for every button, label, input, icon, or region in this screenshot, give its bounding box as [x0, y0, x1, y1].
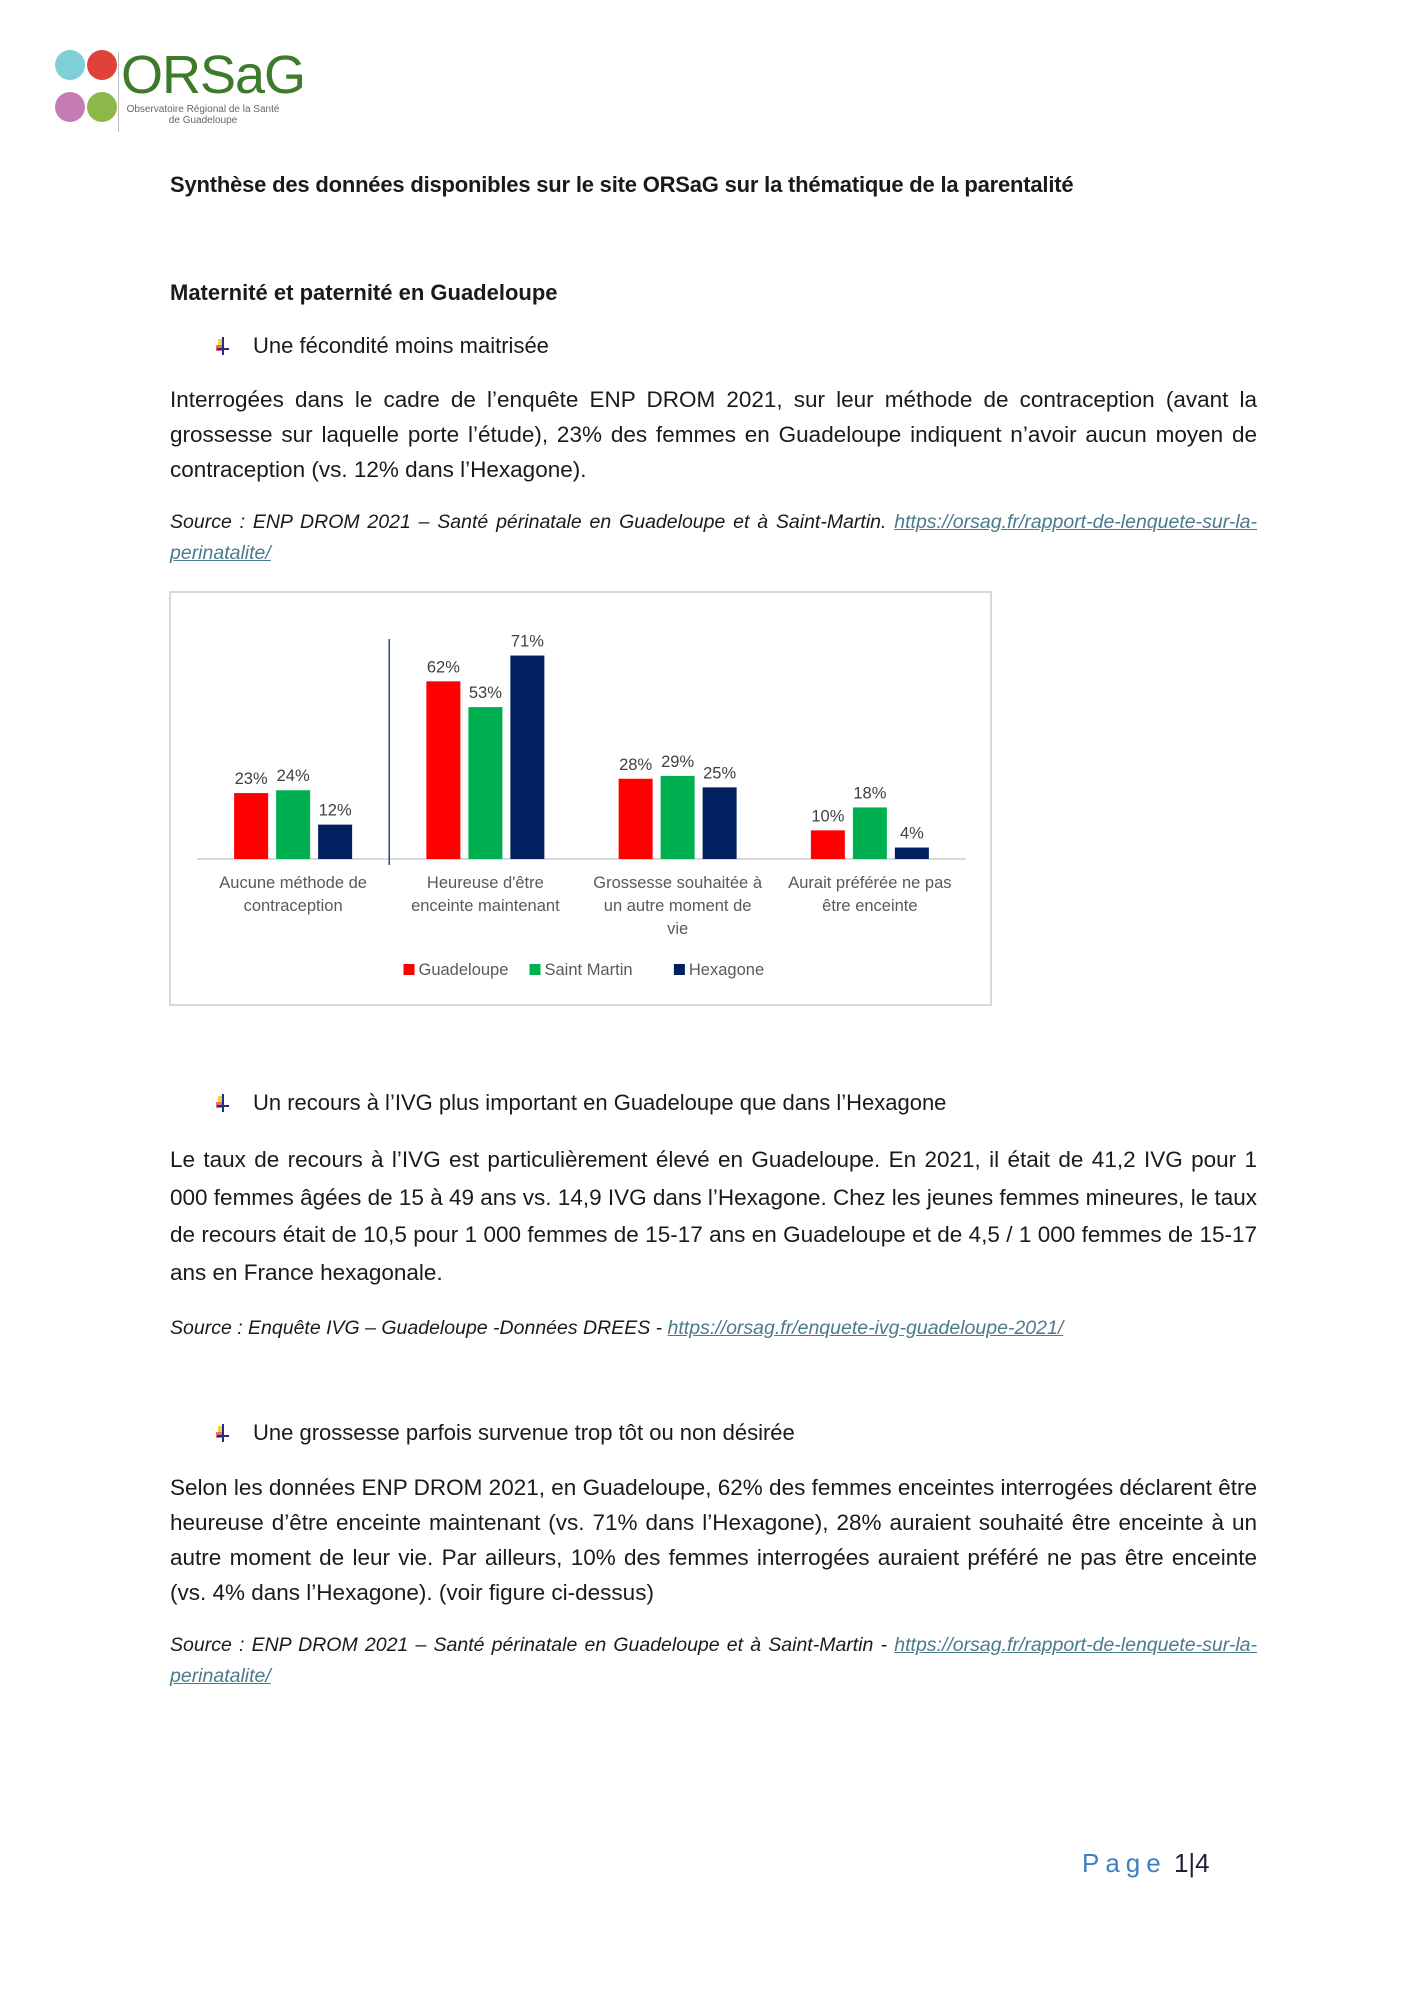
- page-value: 1|4: [1173, 1848, 1210, 1878]
- source-2-text: Source : Enquête IVG – Guadeloupe -Données DREES -: [170, 1317, 668, 1339]
- bar-guadeloupe: [811, 830, 845, 859]
- bullet-heading-1: [213, 333, 549, 359]
- magnifier-icon: [55, 50, 85, 80]
- paragraph-2: Le taux de recours à l’IVG est particulièrement élevé en Guadeloupe. En 2021, il était de 41,2 IVG pour 1 000 femmes âgées de 15 à 49 ans vs. 14,9 IVG dans l’Hexagone. Chez les jeunes femmes mineures, le taux de recours était de 10,5 pour 1 000 femmes de 15-17 ans en Guadeloupe et de 4,5 / 1 000 femmes de 15-17 ans en France hexagonale.: [170, 1147, 1257, 1285]
- heart-pulse-icon: [87, 50, 117, 80]
- bullet-heading-text: Une grossesse parfois survenue trop tôt ou non désirée: [253, 1420, 795, 1445]
- logo-subtitle-line2: de Guadeloupe: [168, 115, 238, 126]
- bar-guadeloupe: [426, 681, 460, 859]
- legend-label: Guadeloupe: [418, 961, 509, 979]
- data-label: 12%: [318, 801, 352, 820]
- arrow-bullet-icon: [213, 1422, 233, 1444]
- section-heading: Maternité et paternité en Guadeloupe: [170, 280, 558, 305]
- source-3-link[interactable]: https://orsag.fr/rapport-de-lenquete-sur-la-perinatalite/: [170, 1634, 1257, 1687]
- source-3: [170, 1630, 1257, 1692]
- source-3-text: Source : ENP DROM 2021 – Santé périnatale en Guadeloupe et à Saint-Martin -: [170, 1634, 895, 1656]
- category-label: Grossesse souhaitée à: [593, 874, 763, 892]
- category-label: un autre moment de: [603, 897, 752, 915]
- data-label: 29%: [661, 752, 695, 771]
- legend-swatch: [530, 964, 541, 975]
- legend-swatch: [674, 964, 685, 975]
- bar-saint-martin: [276, 790, 310, 859]
- source-1-link[interactable]: https://orsag.fr/rapport-de-lenquete-sur-la-perinatalite/: [170, 511, 1257, 564]
- category-label: Aucune méthode de: [219, 874, 367, 892]
- page-number: [1082, 1848, 1210, 1879]
- bar-chart-icon: [55, 92, 85, 122]
- bullet-heading-text: Un recours à l’IVG plus important en Guadeloupe que dans l’Hexagone: [253, 1090, 947, 1115]
- bar-hexagone: [510, 656, 544, 859]
- bar-hexagone: [318, 825, 352, 859]
- category-label: Heureuse d'être: [426, 874, 544, 892]
- logo-name: ORSaG: [121, 45, 306, 105]
- paragraph-1: Interrogées dans le cadre de l’enquête ENP DROM 2021, sur leur méthode de contraception (avant la grossesse sur laquelle porte l’étude), 23% des femmes en Guadeloupe indiquent n’avoir aucun moyen de contraception (vs. 12% dans l’Hexagone).: [170, 387, 1257, 482]
- data-label: 18%: [853, 784, 887, 803]
- logo-subtitle-line1: Observatoire Régional de la Santé: [126, 104, 280, 115]
- bar-saint-martin: [468, 707, 502, 859]
- category-label: contraception: [243, 897, 343, 915]
- bar-saint-martin: [661, 776, 695, 859]
- bar-hexagone: [895, 848, 929, 859]
- data-label: 53%: [468, 684, 502, 703]
- arrow-bullet-icon: [213, 335, 233, 357]
- data-label: 4%: [899, 824, 924, 843]
- source-1-text: Source : ENP DROM 2021 – Santé périnatale en Guadeloupe et à Saint-Martin.: [170, 511, 895, 533]
- paragraph-3: Selon les données ENP DROM 2021, en Guadeloupe, 62% des femmes enceintes interrogées déclarent être heureuse d’être enceinte maintenant (vs. 71% dans l’Hexagone), 28% auraient souhaité être enceinte à un autre moment de leur vie. Par ailleurs, 10% des femmes interrogées auraient préféré ne pas être enceinte (vs. 4% dans l’Hexagone). (voir figure ci-dessus): [170, 1475, 1257, 1605]
- logo-subtitle: [123, 104, 283, 126]
- category-label: être enceinte: [822, 897, 918, 915]
- chart-canvas: [171, 593, 994, 1008]
- source-2-link[interactable]: https://orsag.fr/enquete-ivg-guadeloupe-2021/: [667, 1317, 1064, 1339]
- bullet-heading-text: Une fécondité moins maitrisée: [253, 333, 549, 358]
- map-icon: [87, 92, 117, 122]
- orsag-logo: [55, 45, 306, 138]
- category-label: Aurait préférée ne pas: [788, 874, 952, 892]
- arrow-bullet-icon: [213, 1092, 233, 1114]
- source-1: [170, 507, 1257, 569]
- legend-label: Hexagone: [688, 961, 765, 979]
- bullet-heading-3: [213, 1420, 795, 1446]
- data-label: 71%: [510, 632, 544, 651]
- category-label: enceinte maintenant: [411, 897, 560, 915]
- legend-label: Saint Martin: [544, 961, 633, 979]
- bullet-heading-2: [213, 1090, 946, 1116]
- bar-guadeloupe: [234, 793, 268, 859]
- category-label: vie: [667, 920, 689, 938]
- bar-hexagone: [703, 787, 737, 859]
- data-label: 23%: [234, 770, 268, 789]
- data-label: 24%: [276, 767, 310, 786]
- bar-saint-martin: [853, 807, 887, 859]
- document-title: Synthèse des données disponibles sur le site ORSaG sur la thématique de la parentalité: [170, 172, 1074, 197]
- legend-swatch: [404, 964, 415, 975]
- page-label: Page: [1082, 1848, 1167, 1878]
- data-label: 62%: [426, 658, 460, 677]
- bar-chart: [169, 591, 992, 1006]
- bar-guadeloupe: [619, 779, 653, 859]
- source-2: [170, 1313, 1257, 1344]
- data-label: 25%: [703, 764, 737, 783]
- data-label: 10%: [811, 807, 845, 826]
- logo-divider: [118, 52, 119, 132]
- data-label: 28%: [619, 755, 653, 774]
